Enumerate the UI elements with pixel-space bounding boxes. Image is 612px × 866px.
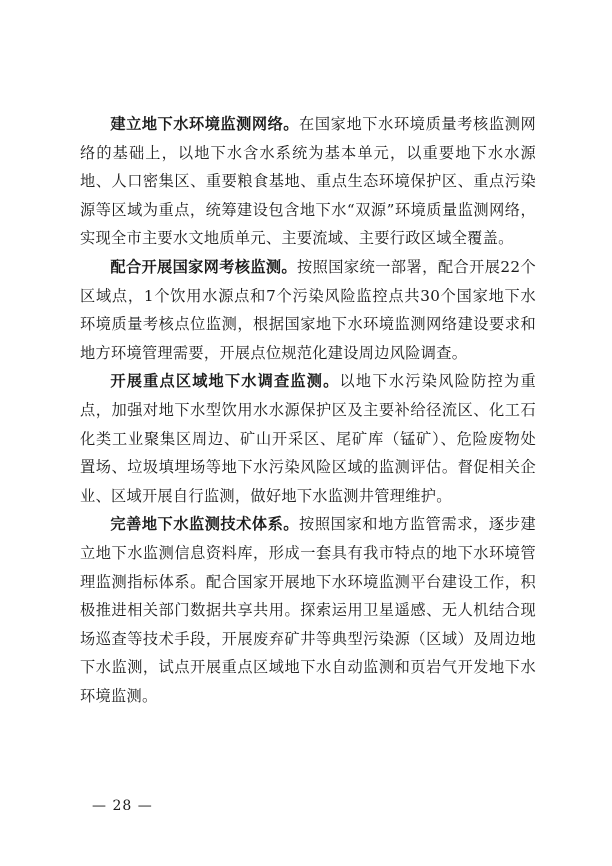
- page-number: — 28 —: [92, 798, 153, 814]
- paragraph-heading: 建立地下水环境监测网络。: [110, 115, 300, 133]
- paragraph-text: 按照国家统一部署，配合开展22个区域点，1个饮用水源点和7个污染风险监控点共30个国家地下水环境质量考核点位监测，根据国家地下水环境监测网络建设要求和地方环境管理需要，开展点位规范化建设周边风险调查。: [80, 257, 536, 362]
- paragraph-national-assessment: [80, 253, 536, 367]
- paragraph-text: 以地下水污染风险防控为重点，加强对地下水型饮用水水源保护区及主要补给径流区、化工石化类工业聚集区周边、矿山开采区、尾矿库（锰矿）、危险废物处置场、垃圾填埋场等地下水污染风险区域的监测评估。督促相关企业、区域开展自行监测，做好地下水监测井管理维护。: [80, 372, 536, 505]
- paragraph-technical-system: [80, 510, 536, 710]
- paragraph-text: 按照国家和地方监管需求，逐步建立地下水监测信息资料库，形成一套具有我市特点的地下水环境管理监测指标体系。配合国家开展地下水环境监测平台建设工作，积极推进相关部门数据共享共用。探索运用卫星遥感、无人机结合现场巡查等技术手段，开展废弃矿井等典型污染源（区域）及周边地下水监测，试点开展重点区域地下水自动监测和页岩气开发地下水环境监测。: [80, 515, 536, 705]
- paragraph-text: 在国家地下水环境质量考核监测网络的基础上，以地下水含水系统为基本单元，以重要地下水水源地、人口密集区、重要粮食基地、重点生态环境保护区、重点污染源等区域为重点，统筹建设包含地下水“双源”环境质量监测网络，实现全市主要水文地质单元、主要流域、主要行政区域全覆盖。: [80, 115, 536, 248]
- paragraph-key-area-survey: [80, 367, 536, 510]
- document-body: [80, 110, 536, 710]
- paragraph-heading: 完善地下水监测技术体系。: [110, 515, 300, 534]
- paragraph-groundwater-network: [80, 110, 536, 253]
- paragraph-heading: 开展重点区域地下水调查监测。: [110, 372, 340, 391]
- paragraph-heading: 配合开展国家网考核监测。: [110, 257, 297, 276]
